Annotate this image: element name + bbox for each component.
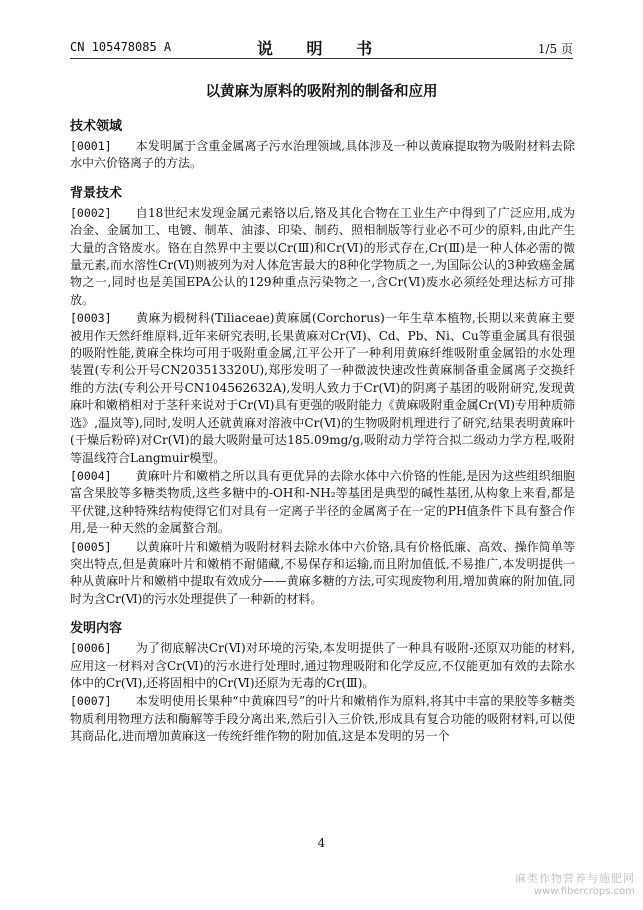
section-heading: 发明内容 (70, 621, 123, 637)
paragraph-number: [0001] (70, 139, 112, 153)
document-title: 以黄麻为原料的吸附剂的制备和应用 (205, 83, 438, 100)
paragraph (70, 205, 575, 309)
paragraph-number: [0005] (70, 539, 112, 554)
paragraph-number: [0003] (70, 311, 112, 326)
watermark-site-name: 麻类作物营养与施肥网 (515, 872, 635, 885)
paragraph (70, 310, 575, 467)
paragraph-text: 黄麻为椴树科(Tiliaceae)黄麻属(Corchorus)一年生草本植物,长期以来黄麻主要被用作天然纤维原料,近年来研究表明,长果黄麻对Cr(Ⅵ)、Cd、Pb、Ni、Cu等重金属具有很强的吸附性能,黄麻全株均可用于吸附重金属,江平公开了一种利用黄麻纤维吸附重金属铅的水处理装置(专利公开号CN203513320U),郑彤发明了一种微波快速改性黄麻制备重金属离子交换纤维的方法(专利公开号CN104562632A),发明人致力于Cr(Ⅵ)的阴离子基团的吸附研究,发现黄麻叶和嫩梢相对于茎秆来说对于Cr(Ⅵ)具有更强的吸附能力《黄麻吸附重金属Cr(Ⅵ)专用种质筛选》,温岚等),同时,发明人还就黄麻对溶液中Cr(Ⅵ)的生物吸附机理进行了研究,结果表明黄麻叶(干燥后粉碎)对Cr(Ⅵ)的最大吸附量可达185.09mg/g,吸附动力学符合拟二级动力学方程,吸附等温线符合Langmuir模型。 (70, 311, 575, 465)
section-heading: 背景技术 (70, 185, 123, 201)
paragraph (70, 468, 575, 538)
paragraph (70, 693, 575, 745)
page-count: 1/5 页 (537, 42, 573, 56)
paragraph (70, 640, 575, 692)
paragraph-text: 本发明属于含重金属离子污水治理领域,具体涉及一种以黄麻提取物为吸附材料去除水中六价铬离子的方法。 (70, 139, 575, 171)
paragraph-text: 本发明使用长果种“中黄麻四号”的叶片和嫩梢作为原料,将其中丰富的果胶等多糖类物质利用物理方法和酶解等手段分离出来,然后引入三价铁,形成具有复合功能的吸附材料,可以使其商品化,进而增加黄麻这一传统纤维作物的附加值,这是本发明的另一个 (70, 694, 575, 744)
paragraph-text: 自18世纪末发现金属元素铬以后,铬及其化合物在工业生产中得到了广泛应用,成为冶金、金属加工、电镀、制革、油漆、印染、制药、照相制版等行业必不可少的原料,由此产生大量的含铬废水。铬在自然界中主要以Cr(Ⅲ)和Cr(Ⅵ)的形式存在,Cr(Ⅲ)是一种人体必需的微量元素,而水溶性Cr(Ⅵ)则被列为对人体危害最大的8种化学物质之一,为国际公认的3种致癌金属物之一,同时也是美国EPA公认的129种重点污染物之一,含Cr(Ⅵ)废水必须经处理达标方可排放。 (70, 205, 575, 307)
section-invention-content (70, 620, 575, 745)
patent-number: CN 105478085 A (70, 40, 172, 54)
watermark-url: www.fibercrops.com (533, 886, 635, 897)
section-background (70, 185, 575, 608)
page-header (70, 34, 573, 59)
document-type: 说 明 书 (256, 39, 387, 58)
paragraph-number: [0007] (70, 694, 112, 709)
paragraph-number: [0004] (70, 468, 112, 483)
paragraph-number: [0006] (70, 641, 112, 656)
paragraph (70, 539, 575, 609)
page-number: 4 (317, 836, 326, 850)
site-watermark (515, 872, 635, 898)
paragraph-text: 为了彻底解决Cr(Ⅵ)对环境的污染,本发明提供了一种具有吸附-还原双功能的材料,应用这一材料对含Cr(Ⅵ)的污水进行处理时,通过物理吸附和化学反应,不仅能更加有效的去除水体中的Cr(Ⅵ),还将固相中的Cr(Ⅵ)还原为无毒的Cr(Ⅲ)。 (70, 641, 575, 690)
document-body (70, 118, 575, 758)
paragraph-text: 以黄麻叶片和嫩梢为吸附材料去除水体中六价铬,具有价格低廉、高效、操作简单等突出特点,但是黄麻叶片和嫩梢不耐储藏,不易保存和运输,而且附加值低,不易推广,本发明提供一种从黄麻叶片和嫩梢中提取有效成分——黄麻多糖的方法,可实现废物利用,增加黄麻的附加值,同时为含Cr(Ⅵ)的污水处理提供了一种新的材料。 (70, 539, 575, 606)
paragraph (70, 138, 575, 173)
paragraph-text: 黄麻叶片和嫩梢之所以具有更优异的去除水体中六价铬的性能,是因为这些组织细胞富含果胶等多糖类物质,这些多糖中的-OH和-NH₂等基团是典型的碱性基团,从构象上来看,都是平伏键,这种特殊结构使得它们对具有一定离子半径的金属离子在一定的PH值条件下具有螯合作用,是一种天然的金属螯合剂。 (70, 468, 575, 536)
section-heading: 技术领域 (70, 119, 123, 134)
section-technical-field (70, 118, 575, 173)
paragraph-number: [0002] (70, 205, 112, 220)
